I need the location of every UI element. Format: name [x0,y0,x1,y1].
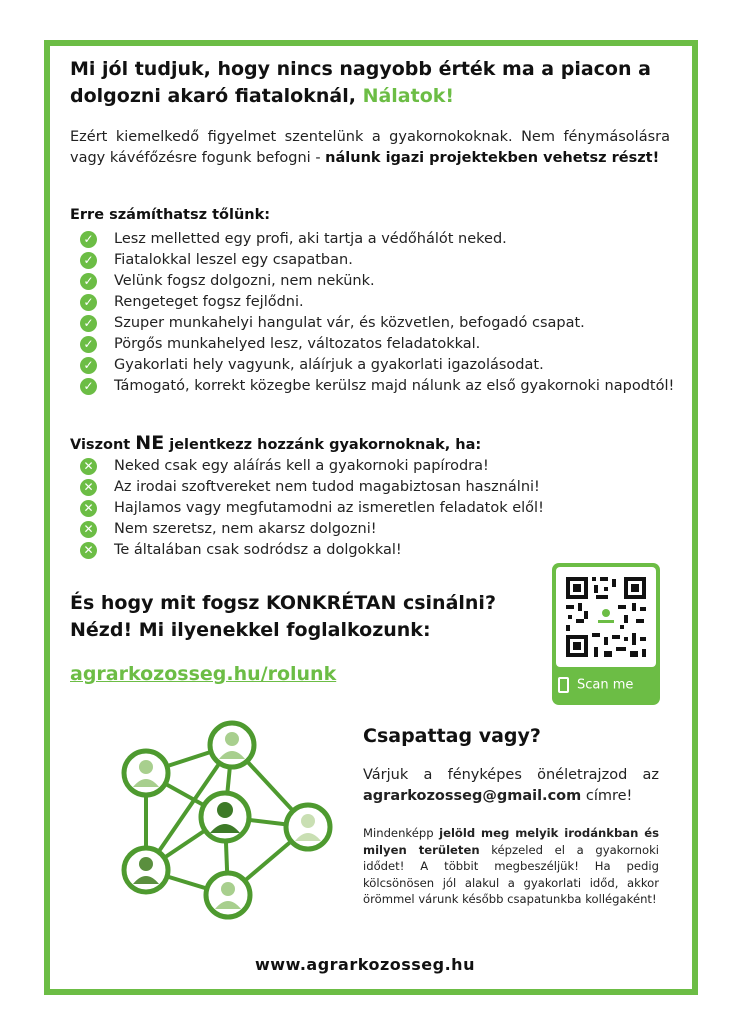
check-circle-icon: ✓ [80,378,97,395]
intro-paragraph [70,127,670,169]
list-item-text: Pörgős munkahelyed lesz, változatos feladatokkal. [114,336,481,352]
list-item [80,456,680,477]
list-item-text: Nem szeretsz, nem akarsz dolgozni! [114,521,377,537]
phone-icon [558,677,569,693]
expect-title: Erre számíthatsz tőlünk: [70,207,271,223]
x-circle-icon: ✕ [80,500,97,517]
check-circle-icon: ✓ [80,315,97,332]
list-item-text: Neked csak egy aláírás kell a gyakornoki papírodra! [114,458,489,474]
dont-title [70,432,481,454]
dont-list [80,456,680,561]
check-circle-icon: ✓ [80,231,97,248]
contact-email[interactable]: agrarkozosseg@gmail.com [363,788,582,804]
website-footer[interactable]: www.agrarkozosseg.hu [255,955,475,974]
scan-me-label [558,677,633,693]
list-item [80,292,680,313]
headline-text: Mi jól tudjuk, hogy nincs nagyobb érték ma a piacon a dolgozni akaró fiataloknál, [70,58,651,107]
list-item [80,355,680,376]
about-link[interactable]: agrarkozosseg.hu/rolunk [70,663,337,685]
list-item-text: Gyakorlati hely vagyunk, aláírjuk a gyakorlati igazolásodat. [114,357,544,373]
list-item [80,498,680,519]
qr-card[interactable] [552,563,660,705]
scan-me-text: Scan me [577,677,634,693]
konkret-line2: Nézd! Mi ilyenekkel foglalkozunk: [70,619,431,641]
x-circle-icon: ✕ [80,458,97,475]
intro-text: Ezért kiemelkedő figyelmet szentelünk a gyakornokoknak. Nem fénymásolásra vagy kávéfőzésre fogunk befogni - [70,129,670,166]
contact-text [363,765,659,807]
person-node [124,751,168,795]
list-item-text: Rengeteget fogsz fejlődni. [114,294,304,310]
list-item [80,313,680,334]
list-item-text: Hajlamos vagy megfutamodni az ismeretlen feladatok elől! [114,500,544,516]
list-item-text: Lesz melletted egy profi, aki tartja a védőhálót neked. [114,231,507,247]
check-circle-icon: ✓ [80,294,97,311]
list-item [80,477,680,498]
list-item [80,250,680,271]
person-node [124,848,168,892]
person-node-center [201,793,249,841]
list-item [80,376,680,397]
person-node [286,805,330,849]
note-pre: Mindenképp [363,826,434,840]
konkret-line1: És hogy mit fogsz KONKRÉTAN csinálni? [70,592,496,614]
contact-text-post: címre! [585,788,633,804]
intro-bold: nálunk igazi projektekben vehetsz részt! [325,150,660,166]
check-circle-icon: ✓ [80,273,97,290]
konkret-heading [70,590,550,644]
qr-code [556,567,656,667]
list-item [80,229,680,250]
list-item-text: Támogató, korrekt közegbe kerülsz majd nálunk az első gyakornoki napodtól! [114,378,675,394]
headline [70,56,670,110]
contact-title: Csapattag vagy? [363,725,541,747]
headline-highlight: Nálatok! [362,85,455,107]
list-item-text: Te általában csak sodródsz a dolgokkal! [114,542,402,558]
person-node [206,873,250,917]
dont-title-pre: Viszont [70,437,131,453]
list-item [80,271,680,292]
check-circle-icon: ✓ [80,252,97,269]
expect-list [80,229,680,397]
team-network-illustration [108,715,338,935]
x-circle-icon: ✕ [80,542,97,559]
note-bold: jelöld meg melyik irodánkban és milyen területen [363,826,660,857]
check-circle-icon: ✓ [80,357,97,374]
list-item-text: Velünk fogsz dolgozni, nem nekünk. [114,273,375,289]
dont-title-post: jelentkezz hozzánk gyakornoknak, ha: [169,437,482,453]
dont-title-ne: NE [135,432,165,454]
list-item [80,334,680,355]
list-item-text: Az irodai szoftvereket nem tudod magabiztosan használni! [114,479,540,495]
contact-note [363,825,659,908]
x-circle-icon: ✕ [80,479,97,496]
list-item [80,540,680,561]
list-item-text: Szuper munkahelyi hangulat vár, és közvetlen, befogadó csapat. [114,315,585,331]
list-item-text: Fiatalokkal leszel egy csapatban. [114,252,353,268]
note-post: képzeled el a gyakornoki idődet! A többit megbeszéljük! Ha pedig kölcsönösen jól alakul a gyakorlati időd, akkor örömmel várunk később csapatunkba kollégaként! [363,842,659,906]
x-circle-icon: ✕ [80,521,97,538]
contact-text-pre: Várjuk a fényképes önéletrajzod az [363,767,659,783]
person-node [210,723,254,767]
list-item [80,519,680,540]
check-circle-icon: ✓ [80,336,97,353]
